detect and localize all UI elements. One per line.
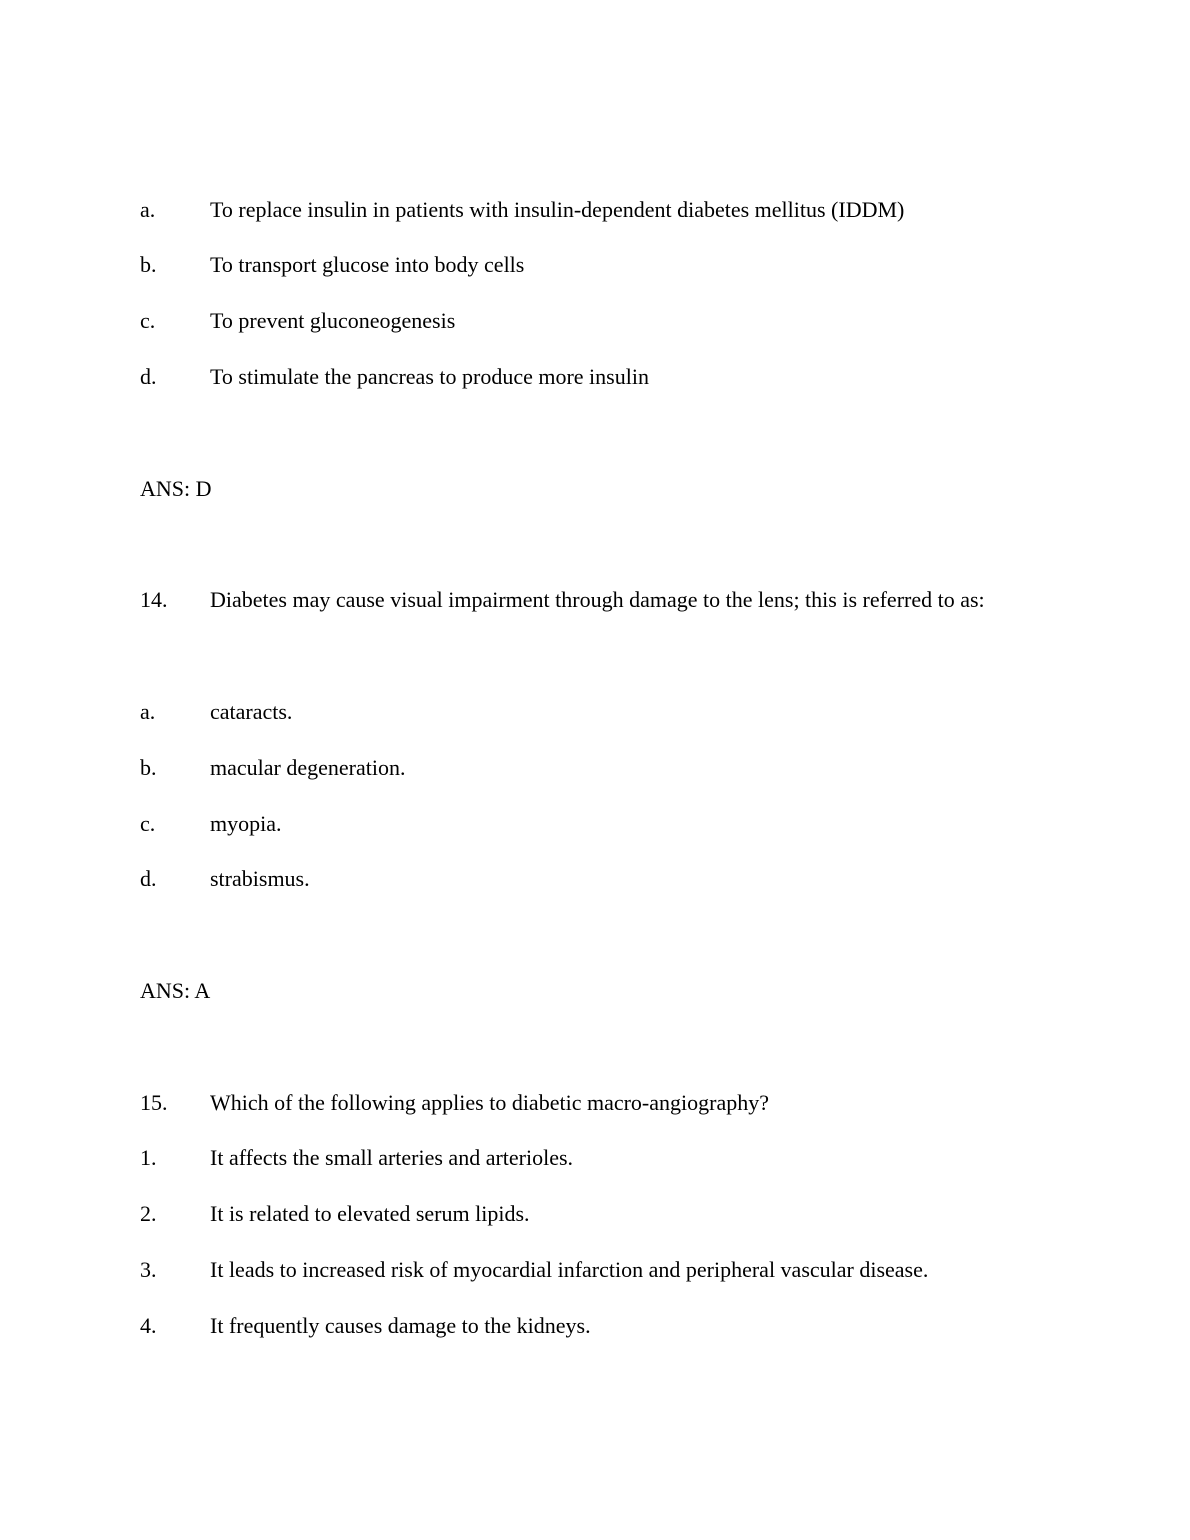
statement-text: It is related to elevated serum lipids. [210, 1201, 530, 1226]
question-text: Diabetes may cause visual impairment through damage to the lens; this is referred to as: [210, 587, 985, 612]
option-marker: b. [140, 252, 157, 277]
option-marker: c. [140, 811, 156, 836]
statement-marker: 1. [140, 1145, 157, 1170]
option-text: To prevent gluconeogenesis [210, 308, 456, 333]
option-text: macular degeneration. [210, 755, 406, 780]
option-marker: a. [140, 699, 156, 724]
option-text: myopia. [210, 811, 282, 836]
option-marker: d. [140, 364, 157, 389]
statement-text: It frequently causes damage to the kidneys. [210, 1313, 591, 1338]
option-text: cataracts. [210, 699, 293, 724]
statement-text: It affects the small arteries and arterioles. [210, 1145, 574, 1170]
option-marker: a. [140, 197, 156, 222]
statement-text: It leads to increased risk of myocardial infarction and peripheral vascular disease. [210, 1257, 929, 1282]
question-text: Which of the following applies to diabetic macro-angiography? [210, 1090, 769, 1115]
option-text: strabismus. [210, 866, 310, 891]
statement-marker: 4. [140, 1313, 157, 1338]
q14-answer: ANS: A [140, 978, 211, 1003]
statement-marker: 3. [140, 1257, 157, 1282]
option-text: To replace insulin in patients with insulin-dependent diabetes mellitus (IDDM) [210, 197, 905, 222]
option-marker: c. [140, 308, 156, 333]
option-text: To stimulate the pancreas to produce more insulin [210, 364, 649, 389]
question-number: 14. [140, 587, 168, 612]
q13-answer: ANS: D [140, 476, 212, 501]
question-number: 15. [140, 1090, 168, 1115]
option-marker: d. [140, 866, 157, 891]
option-marker: b. [140, 755, 157, 780]
option-text: To transport glucose into body cells [210, 252, 525, 277]
statement-marker: 2. [140, 1201, 157, 1226]
